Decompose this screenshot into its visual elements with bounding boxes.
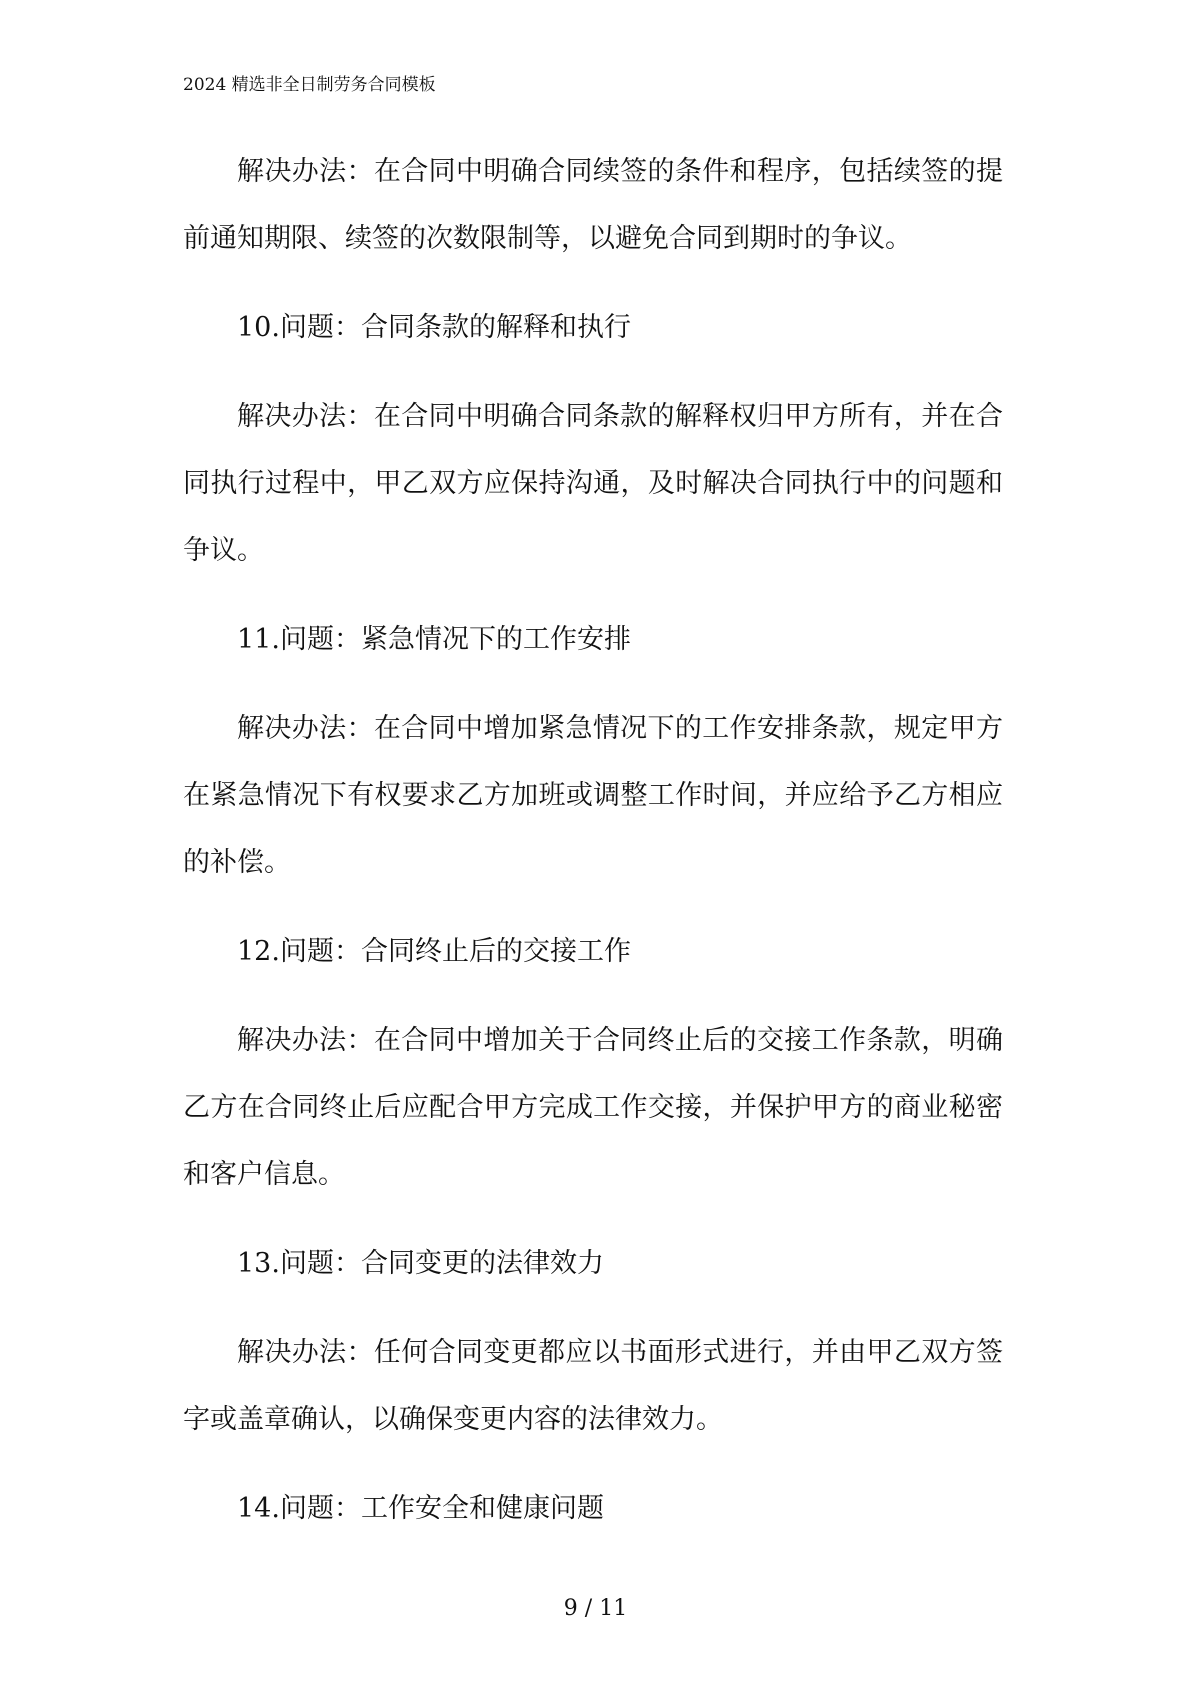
question-heading: 13.问题：合同变更的法律效力 — [237, 1248, 604, 1279]
running-header: 2024 精选非全日制劳务合同模板 — [183, 75, 436, 95]
question-heading: 14.问题：工作安全和健康问题 — [237, 1493, 604, 1524]
solution-paragraph: 解决办法：在合同中明确合同续签的条件和程序，包括续签的提前通知期限、续签的次数限制等，以避免合同到期时的争议。 — [183, 156, 1003, 254]
question-heading: 10.问题：合同条款的解释和执行 — [237, 312, 631, 343]
solution-paragraph: 解决办法：任何合同变更都应以书面形式进行，并由甲乙双方签字或盖章确认，以确保变更内容的法律效力。 — [183, 1337, 1003, 1435]
solution-paragraph: 解决办法：在合同中明确合同条款的解释权归甲方所有，并在合同执行过程中，甲乙双方应保持沟通，及时解决合同执行中的问题和争议。 — [183, 401, 1003, 566]
document-body — [183, 138, 1003, 1564]
question-heading: 11.问题：紧急情况下的工作安排 — [237, 624, 631, 655]
solution-paragraph: 解决办法：在合同中增加紧急情况下的工作安排条款，规定甲方在紧急情况下有权要求乙方加班或调整工作时间，并应给予乙方相应的补偿。 — [183, 713, 1003, 878]
solution-paragraph: 解决办法：在合同中增加关于合同终止后的交接工作条款，明确乙方在合同终止后应配合甲方完成工作交接，并保护甲方的商业秘密和客户信息。 — [183, 1025, 1003, 1190]
question-heading: 12.问题：合同终止后的交接工作 — [237, 936, 631, 967]
page-number: 9 / 11 — [563, 1596, 628, 1621]
